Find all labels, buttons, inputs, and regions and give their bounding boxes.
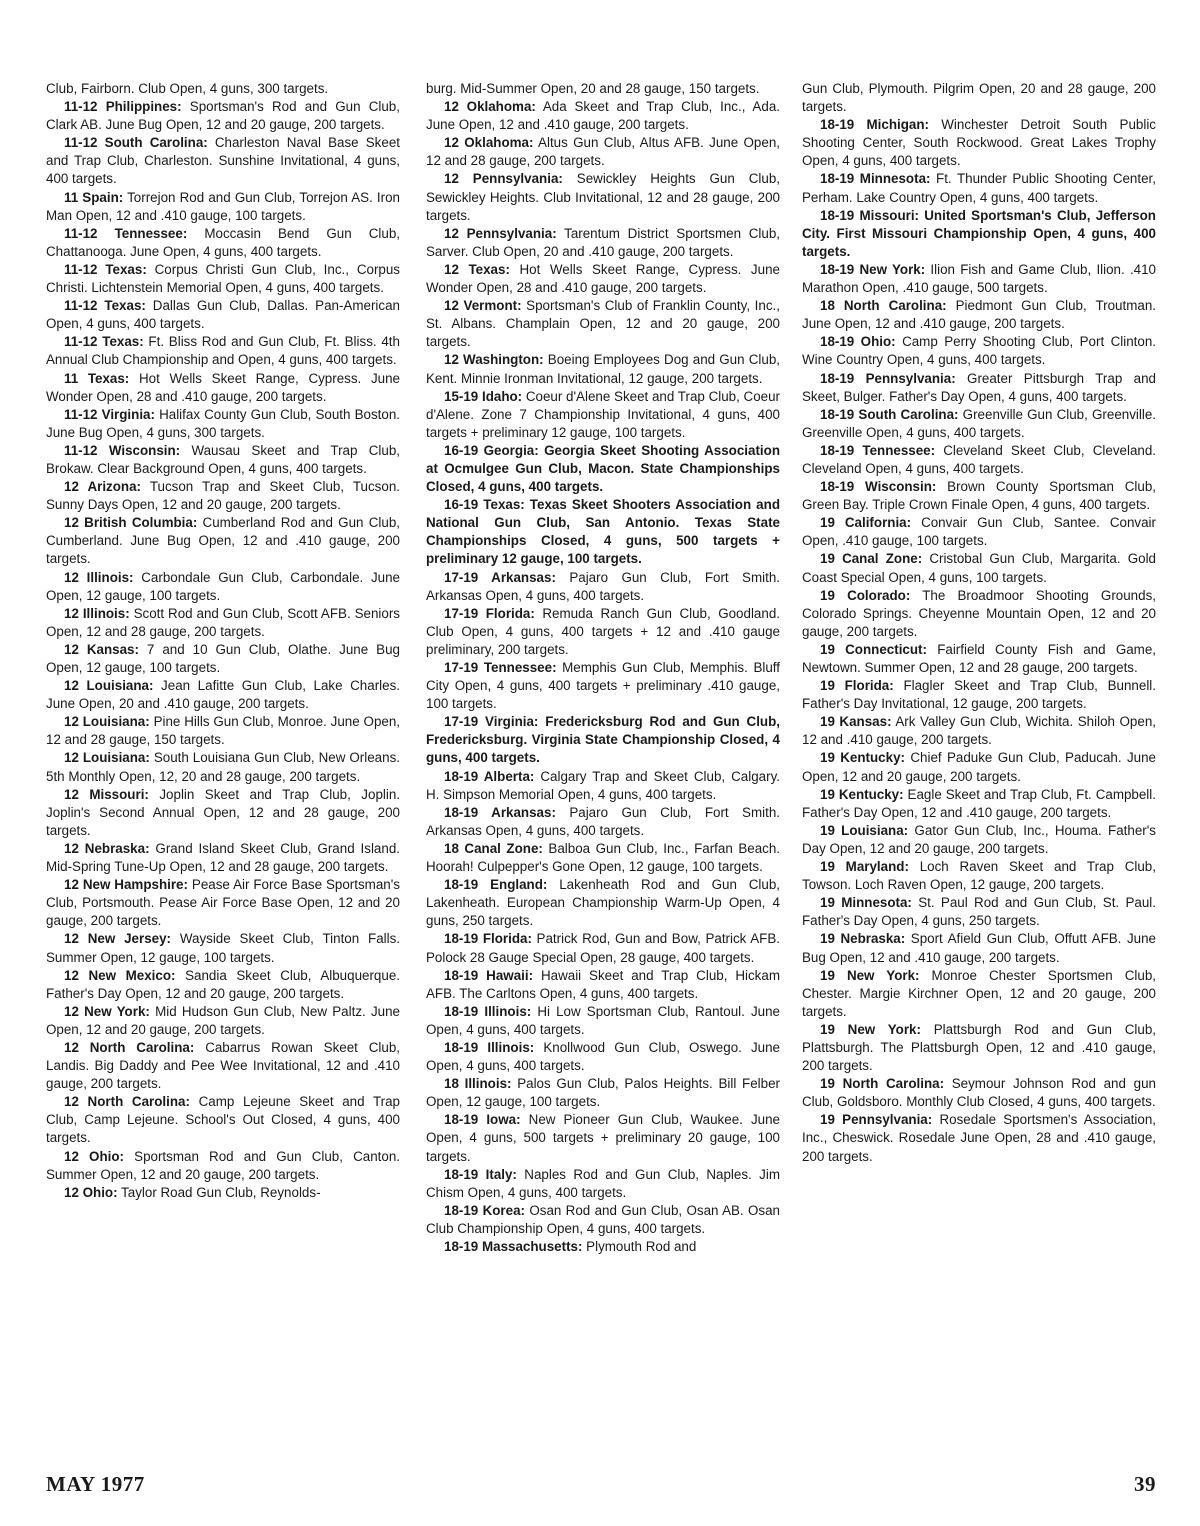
event-details: Rosedale Sportsmen's Association, Inc., Cheswick. Rosedale June Open, 28 and .410 gauge, 200 targets.: [802, 1112, 1156, 1164]
event-details: Chief Paduke Gun Club, Paducah. June Open, 12 and 20 gauge, 200 targets.: [802, 750, 1156, 784]
event-details: Corpus Christi Gun Club, Inc., Corpus Christi. Lichtenstein Memorial Open, 4 guns, 400 targets.: [46, 261, 400, 296]
event-listing: [426, 1003, 780, 1039]
event-date-location: 17-19 Arkansas:: [444, 569, 556, 585]
event-date-location: 17-19 Tennessee:: [444, 660, 557, 675]
event-listing: [802, 786, 1156, 822]
event-listing: [46, 930, 400, 966]
event-listing: [802, 116, 1156, 170]
event-date-location: 12 New Hampshire:: [64, 877, 188, 893]
event-date-location: 18-19 South Carolina:: [820, 406, 959, 422]
event-listing: [426, 1166, 780, 1202]
event-date-location: 16-19 Georgia:: [444, 442, 539, 458]
event-date-location: 12 Vermont:: [444, 298, 522, 314]
event-listing: [426, 930, 780, 966]
event-date-location: 11 Spain:: [64, 189, 124, 205]
event-listing: [46, 406, 400, 442]
event-details: 7 and 10 Gun Club, Olathe. June Bug Open, 12 gauge, 100 targets.: [46, 641, 400, 675]
event-listing: [426, 261, 780, 297]
event-listing: [46, 1003, 400, 1039]
event-listing: [802, 1021, 1156, 1075]
event-details: Boeing Employees Dog and Gun Club, Kent. Minnie Ironman Invitational, 12 gauge, 200 targets.: [426, 352, 780, 386]
event-listing: [426, 605, 780, 659]
event-details: Taylor Road Gun Club, Reynolds-: [117, 1184, 321, 1200]
event-listing: [46, 297, 400, 333]
event-details: Gun Club, Plymouth. Pilgrim Open, 20 and 28 gauge, 200 targets.: [802, 81, 1156, 115]
event-listing: [426, 351, 780, 387]
event-date-location: 18-19 Florida:: [444, 931, 532, 947]
event-listing: [802, 641, 1156, 677]
event-details: Cleveland Skeet Club, Cleveland. Cleveland Open, 4 guns, 400 targets.: [802, 442, 1157, 476]
event-details: Balboa Gun Club, Inc., Farfan Beach. Hoorah! Culpepper's Gone Open, 12 gauge, 100 targets.: [426, 840, 781, 875]
event-date-location: 18-19 Hawaii:: [444, 967, 534, 983]
event-details: Sportsman Rod and Gun Club, Canton. Summer Open, 12 and 20 gauge, 200 targets.: [46, 1148, 400, 1182]
event-listing: [426, 1238, 780, 1256]
event-listing: [802, 1111, 1156, 1165]
event-date-location: 19 North Carolina:: [820, 1076, 945, 1092]
event-date-location: 12 Washington:: [444, 352, 544, 368]
event-listing: [426, 80, 780, 98]
event-listing: [802, 514, 1156, 550]
event-date-location: 12 Pennsylvania:: [444, 171, 563, 187]
event-date-location: 12 New York:: [64, 1003, 150, 1019]
event-details: Hi Low Sportsman Club, Rantoul. June Open, 4 guns, 400 targets.: [426, 1003, 780, 1037]
event-date-location: 12 Pennsylvania:: [444, 225, 557, 241]
event-details: Piedmont Gun Club, Troutman. June Open, 12 and .410 gauge, 200 targets.: [802, 298, 1156, 332]
event-details: Fredericksburg Rod and Gun Club, Fredericksburg. Virginia State Championship Closed, 4 guns, 400 targets.: [426, 714, 781, 766]
event-details: The Broadmoor Shooting Grounds, Colorado Springs. Cheyenne Mountain Open, 12 and 20 gauge, 200 targets.: [802, 587, 1156, 639]
event-date-location: 17-19 Virginia:: [444, 714, 539, 730]
event-listing: [426, 804, 780, 840]
event-details: St. Paul Rod and Gun Club, St. Paul. Father's Day Open, 4 guns, 250 targets.: [802, 895, 1156, 929]
event-date-location: 19 Pennsylvania:: [820, 1112, 933, 1128]
event-listing: [426, 768, 780, 804]
event-details: Eagle Skeet and Trap Club, Ft. Campbell. Father's Day Open, 12 and .410 gauge, 200 targets.: [802, 786, 1156, 820]
event-details: South Louisiana Gun Club, New Orleans. 5th Monthly Open, 12, 20 and 28 gauge, 200 targets.: [46, 750, 400, 784]
event-details: Palos Gun Club, Palos Heights. Bill Felber Open, 12 gauge, 100 targets.: [426, 1076, 780, 1110]
event-listing: [46, 225, 400, 261]
event-listing: [46, 134, 400, 188]
event-date-location: 11-12 Philippines:: [64, 99, 182, 115]
event-date-location: 18-19 Illinois:: [444, 1039, 535, 1055]
event-details: Camp Lejeune Skeet and Trap Club, Camp Lejeune. School's Out Closed, 4 guns, 400 targets.: [46, 1094, 400, 1146]
event-listing: [46, 677, 400, 713]
event-listing: [46, 749, 400, 785]
event-details: Cristobal Gun Club, Margarita. Gold Coast Special Open, 4 guns, 100 targets.: [802, 551, 1156, 585]
event-date-location: 12 Texas:: [444, 261, 510, 277]
event-details: Calgary Trap and Skeet Club, Calgary. H. Simpson Memorial Open, 4 guns, 400 targets.: [426, 768, 781, 802]
event-listing: [802, 478, 1156, 514]
column-2: [426, 80, 780, 1256]
event-details: Dallas Gun Club, Dallas. Pan-American Open, 4 guns, 400 targets.: [46, 298, 400, 332]
event-listing: [802, 297, 1156, 333]
column-3: [802, 80, 1156, 1166]
event-listing: [802, 677, 1156, 713]
event-date-location: 19 Louisiana:: [820, 822, 909, 838]
event-date-location: 11-12 Virginia:: [64, 406, 155, 422]
event-date-location: 11-12 Tennessee:: [64, 225, 188, 241]
event-details: Grand Island Skeet Club, Grand Island. Mid-Spring Tune-Up Open, 12 and 28 gauge, 200 targets.: [46, 840, 400, 875]
event-details: Sewickley Heights Gun Club, Sewickley Heights. Club Invitational, 12 and 28 gauge, 200 targets.: [426, 171, 780, 223]
event-details: Sportsman's Club of Franklin County, Inc., St. Albans. Champlain Open, 12 and 20 gauge, 200 targets.: [426, 298, 780, 350]
event-details: Tarentum District Sportsmen Club, Sarver. Club Open, 20 and .410 gauge, 200 targets.: [426, 225, 780, 259]
event-listing: [46, 514, 400, 568]
event-date-location: 12 New Mexico:: [64, 967, 176, 983]
event-details: Ark Valley Gun Club, Wichita. Shiloh Open, 12 and .410 gauge, 200 targets.: [802, 714, 1156, 748]
event-date-location: 18-19 England:: [444, 877, 548, 893]
event-details: Jean Lafitte Gun Club, Lake Charles. June Open, 20 and .410 gauge, 200 targets.: [46, 678, 400, 712]
event-listing: [802, 207, 1156, 261]
event-date-location: 12 Louisiana:: [64, 714, 150, 730]
event-details: Sport Afield Gun Club, Offutt AFB. June Bug Open, 12 and .410 gauge, 200 targets.: [802, 931, 1156, 965]
event-date-location: 18-19 Illinois:: [444, 1003, 532, 1019]
event-listing: [426, 569, 780, 605]
event-listing: [426, 659, 780, 713]
event-details: Hot Wells Skeet Range, Cypress. June Wonder Open, 28 and .410 gauge, 200 targets.: [426, 261, 780, 296]
event-details: Pajaro Gun Club, Fort Smith. Arkansas Open, 4 guns, 400 targets.: [426, 569, 780, 603]
event-details: Flagler Skeet and Trap Club, Bunnell. Father's Day Invitational, 12 gauge, 200 targets.: [802, 678, 1156, 712]
event-listing: [46, 261, 400, 297]
event-listing: [426, 496, 780, 568]
event-date-location: 19 Kentucky:: [820, 786, 904, 802]
event-date-location: 19 Maryland:: [820, 859, 909, 875]
event-date-location: 11-12 South Carolina:: [64, 135, 208, 151]
event-listing: [426, 1202, 780, 1238]
event-listing: [426, 297, 780, 351]
event-date-location: 18 North Carolina:: [820, 298, 947, 314]
event-listing: [46, 713, 400, 749]
event-listing: [426, 840, 780, 876]
event-details: Ft. Thunder Public Shooting Center, Perham. Lake Country Open, 4 guns, 400 targets.: [802, 171, 1156, 205]
event-date-location: 16-19 Texas:: [444, 497, 525, 513]
event-details: Hawaii Skeet and Trap Club, Hickam AFB. The Carltons Open, 4 guns, 400 targets.: [426, 967, 780, 1001]
event-details: Carbondale Gun Club, Carbondale. June Open, 12 gauge, 100 targets.: [46, 569, 401, 603]
event-details: Wayside Skeet Club, Tinton Falls. Summer Open, 12 gauge, 100 targets.: [46, 931, 401, 965]
event-listing: [802, 370, 1156, 406]
event-details: Ilion Fish and Game Club, Ilion. .410 Marathon Open, .410 gauge, 500 targets.: [802, 261, 1157, 296]
event-details: Camp Perry Shooting Club, Port Clinton. Wine Country Open, 4 guns, 400 targets.: [802, 334, 1156, 368]
event-listing: [46, 876, 400, 930]
event-listing: [46, 333, 400, 369]
event-listing: [46, 1148, 400, 1184]
event-details: Altus Gun Club, Altus AFB. June Open, 12 and 28 gauge, 200 targets.: [426, 135, 780, 169]
event-date-location: 18-19 Tennessee:: [820, 442, 936, 458]
event-date-location: 11-12 Texas:: [64, 261, 147, 277]
event-date-location: 12 North Carolina:: [64, 1039, 195, 1055]
event-details: Patrick Rod, Gun and Bow, Patrick AFB. Polock 28 Gauge Special Open, 28 gauge, 400 targets.: [426, 931, 780, 965]
event-date-location: 12 New Jersey:: [64, 931, 172, 947]
event-details: Tucson Trap and Skeet Club, Tucson. Sunny Days Open, 12 and 20 gauge, 200 targets.: [46, 479, 400, 513]
event-listing: [802, 170, 1156, 206]
event-listing: [46, 967, 400, 1003]
event-date-location: 19 Nebraska:: [820, 931, 906, 947]
event-date-location: 12 Louisiana:: [64, 750, 150, 766]
event-date-location: 19 California:: [820, 515, 912, 531]
event-date-location: 18-19 Iowa:: [444, 1112, 521, 1128]
event-listing: [802, 1075, 1156, 1111]
event-details: Wausau Skeet and Trap Club, Brokaw. Clear Background Open, 4 guns, 400 targets.: [46, 442, 401, 476]
event-date-location: 18-19 Arkansas:: [444, 804, 556, 820]
event-details: Memphis Gun Club, Memphis. Bluff City Open, 4 guns, 400 targets + preliminary .410 gauge, 100 targets.: [426, 660, 780, 712]
event-details: Club, Fairborn. Club Open, 4 guns, 300 targets.: [46, 81, 329, 96]
event-details: Seymour Johnson Rod and gun Club, Goldsboro. Monthly Club Closed, 4 guns, 400 targets.: [802, 1076, 1156, 1110]
event-date-location: 12 Missouri:: [64, 786, 149, 802]
event-listing: [802, 930, 1156, 966]
event-details: Halifax County Gun Club, South Boston. June Bug Open, 4 guns, 300 targets.: [46, 406, 401, 440]
event-details: Lakenheath Rod and Gun Club, Lakenheath. European Championship Warm-Up Open, 4 guns, 250 targets.: [426, 877, 780, 929]
event-date-location: 12 Oklahoma:: [444, 99, 536, 115]
event-details: Knollwood Gun Club, Oswego. June Open, 4 guns, 400 targets.: [426, 1039, 781, 1074]
event-details: Fairfield County Fish and Game, Newtown. Summer Open, 12 and 28 gauge, 200 targets.: [802, 641, 1156, 675]
event-date-location: 12 Ohio:: [64, 1184, 118, 1200]
event-date-location: 12 Kansas:: [64, 641, 139, 657]
event-details: Texas Skeet Shooters Association and National Gun Club, San Antonio. Texas State Championships Closed, 4 guns, 500 targets + preliminary 12 gauge, 100 targets.: [426, 497, 780, 567]
event-date-location: 18-19 New York:: [820, 261, 926, 277]
event-listing: [426, 98, 780, 134]
event-details: Pine Hills Gun Club, Monroe. June Open, 12 and 28 gauge, 150 targets.: [46, 714, 401, 748]
event-listing: [426, 967, 780, 1003]
event-listing: [426, 225, 780, 261]
event-date-location: 18-19 Korea:: [444, 1202, 525, 1218]
event-details: Naples Rod and Gun Club, Naples. Jim Chism Open, 4 guns, 400 targets.: [426, 1166, 780, 1200]
event-listing: [46, 641, 400, 677]
event-date-location: 19 Canal Zone:: [820, 551, 923, 567]
event-listing: [46, 478, 400, 514]
event-details: Ada Skeet and Trap Club, Inc., Ada. June Open, 12 and .410 gauge, 200 targets.: [426, 99, 780, 133]
event-details: Osan Rod and Gun Club, Osan AB. Osan Club Championship Open, 4 guns, 400 targets.: [426, 1202, 780, 1236]
event-details: Pajaro Gun Club, Fort Smith. Arkansas Open, 4 guns, 400 targets.: [426, 804, 780, 838]
event-date-location: 18-19 Wisconsin:: [820, 479, 937, 495]
event-date-location: 18-19 Pennsylvania:: [820, 370, 956, 386]
event-details: Coeur d'Alene Skeet and Trap Club, Coeur d'Alene. Zone 7 Championship Invitational, 4 guns, 400 targets + preliminary 12 gauge, 100 targets.: [426, 388, 781, 440]
event-details: Cumberland Rod and Gun Club, Cumberland. June Bug Open, 12 and .410 gauge, 200 targets.: [46, 515, 400, 567]
event-listing: [46, 569, 400, 605]
event-listing: [802, 749, 1156, 785]
event-listing: [802, 822, 1156, 858]
event-listing: [46, 1039, 400, 1093]
event-details: Cabarrus Rowan Skeet Club, Landis. Big Daddy and Pee Wee Invitational, 12 and .410 gauge, 200 targets.: [46, 1039, 401, 1092]
event-date-location: 18-19 Massachusetts:: [444, 1239, 583, 1254]
event-listing: [426, 1039, 780, 1075]
event-listing: [426, 1075, 780, 1111]
event-date-location: 19 Colorado:: [820, 587, 911, 603]
event-details: Torrejon Rod and Gun Club, Torrejon AS. Iron Man Open, 12 and .410 gauge, 100 targets.: [46, 189, 400, 223]
event-date-location: 12 British Columbia:: [64, 515, 198, 531]
event-date-location: 18-19 Italy:: [444, 1166, 517, 1182]
event-details: New Pioneer Gun Club, Waukee. June Open, 4 guns, 500 targets + preliminary 20 gauge, 100 targets.: [426, 1112, 780, 1164]
column-1: [46, 80, 400, 1202]
event-date-location: 17-19 Florida:: [444, 605, 535, 621]
event-details: Gator Gun Club, Inc., Houma. Father's Day Open, 12 and 20 gauge, 200 targets.: [802, 822, 1157, 856]
event-details: Greenville Gun Club, Greenville. Greenville Open, 4 guns, 400 targets.: [802, 406, 1157, 440]
event-listing: [802, 713, 1156, 749]
page-number: 39: [1134, 1472, 1156, 1496]
event-listing: [426, 170, 780, 224]
event-details: Remuda Ranch Gun Club, Goodland. Club Open, 4 guns, 400 targets + 12 and .410 gauge preliminary, 200 targets.: [426, 605, 780, 657]
event-date-location: 12 Oklahoma:: [444, 135, 534, 151]
event-listing: [46, 786, 400, 840]
event-date-location: 18 Canal Zone:: [444, 840, 543, 856]
event-date-location: 18-19 Michigan:: [820, 117, 930, 133]
event-date-location: 12 Ohio:: [64, 1148, 124, 1164]
event-details: Ft. Bliss Rod and Gun Club, Ft. Bliss. 4th Annual Club Championship and Open, 4 guns, 400 targets.: [46, 334, 400, 368]
event-date-location: 19 Minnesota:: [820, 895, 912, 911]
event-details: Greater Pittsburgh Trap and Skeet, Bulger. Father's Day Open, 4 guns, 400 targets.: [802, 370, 1156, 404]
event-date-location: 12 Arizona:: [64, 479, 142, 495]
event-details: Pease Air Force Base Sportsman's Club, Portsmouth. Pease Air Force Base Open, 12 and 20 gauge, 200 targets.: [46, 877, 400, 929]
event-date-location: 18-19 Alberta:: [444, 768, 535, 784]
event-details: Hot Wells Skeet Range, Cypress. June Wonder Open, 28 and .410 gauge, 200 targets.: [46, 370, 400, 404]
event-date-location: 15-19 Idaho:: [444, 388, 523, 404]
event-date-location: 18-19 Minnesota:: [820, 171, 931, 187]
event-details: Sandia Skeet Club, Albuquerque. Father's Day Open, 12 and 20 gauge, 200 targets.: [46, 967, 400, 1001]
event-listing: [426, 876, 780, 930]
event-details: Convair Gun Club, Santee. Convair Open, .410 gauge, 100 targets.: [802, 515, 1156, 549]
event-date-location: 12 Illinois:: [64, 569, 134, 585]
event-date-location: 18-19 Missouri:: [820, 207, 920, 223]
event-date-location: 19 New York:: [820, 1021, 921, 1037]
event-listing: [426, 1111, 780, 1165]
event-listing: [802, 406, 1156, 442]
event-listing: [46, 1184, 400, 1202]
event-details: Winchester Detroit South Public Shooting Center, South Rockwood. Great Lakes Trophy Open, 4 guns, 400 targets.: [802, 117, 1156, 169]
event-listing: [802, 442, 1156, 478]
event-details: Monroe Chester Sportsmen Club, Chester. Margie Kirchner Open, 12 and 20 gauge, 200 targets.: [802, 967, 1156, 1019]
event-listing: [426, 713, 780, 767]
event-date-location: 11 Texas:: [64, 370, 130, 386]
event-date-location: 19 Connecticut:: [820, 641, 927, 657]
event-listing: [46, 80, 400, 98]
event-details: Mid Hudson Gun Club, New Paltz. June Open, 12 and 20 gauge, 200 targets.: [46, 1003, 400, 1037]
event-details: Moccasin Bend Gun Club, Chattanooga. June Open, 4 guns, 400 targets.: [46, 225, 400, 259]
event-listing: [426, 388, 780, 442]
event-listing: [46, 840, 400, 876]
event-listing: [802, 333, 1156, 369]
event-date-location: 12 Nebraska:: [64, 840, 150, 856]
event-date-location: 19 Kansas:: [820, 714, 892, 730]
event-date-location: 11-12 Wisconsin:: [64, 442, 181, 458]
event-details: Georgia Skeet Shooting Association at Ocmulgee Gun Club, Macon. State Championships Closed, 4 guns, 400 targets.: [426, 442, 781, 495]
event-date-location: 19 New York:: [820, 967, 920, 983]
event-listing: [426, 134, 780, 170]
event-listing: [46, 605, 400, 641]
event-date-location: 12 North Carolina:: [64, 1094, 190, 1110]
event-listing: [46, 189, 400, 225]
event-listing: [802, 894, 1156, 930]
event-date-location: 11-12 Texas:: [64, 298, 146, 314]
event-listing: [802, 80, 1156, 116]
event-listing: [46, 98, 400, 134]
event-details: burg. Mid-Summer Open, 20 and 28 gauge, 150 targets.: [426, 81, 760, 96]
event-date-location: 18-19 Ohio:: [820, 334, 896, 350]
event-listing: [802, 550, 1156, 586]
event-listing: [46, 1093, 400, 1147]
event-details: Sportsman's Rod and Gun Club, Clark AB. June Bug Open, 12 and 20 gauge, 200 targets.: [46, 99, 400, 133]
event-details: Plymouth Rod and: [582, 1239, 697, 1254]
event-details: Scott Rod and Gun Club, Scott AFB. Seniors Open, 12 and 28 gauge, 200 targets.: [46, 605, 400, 639]
event-details: United Sportsman's Club, Jefferson City. First Missouri Championship Open, 4 guns, 400 targets.: [802, 207, 1156, 259]
event-details: Brown County Sportsman Club, Green Bay. Triple Crown Finale Open, 4 guns, 400 targets.: [802, 479, 1156, 513]
event-listing: [426, 442, 780, 496]
event-listing: [802, 858, 1156, 894]
event-listing: [802, 261, 1156, 297]
event-details: Plattsburgh Rod and Gun Club, Plattsburgh. The Plattsburgh Open, 12 and .410 gauge, 200 targets.: [802, 1021, 1156, 1074]
event-date-location: 12 Illinois:: [64, 605, 130, 621]
event-listing: [802, 967, 1156, 1021]
event-date-location: 18 Illinois:: [444, 1076, 512, 1092]
event-listing: [46, 442, 400, 478]
event-date-location: 19 Florida:: [820, 678, 894, 694]
event-listing: [46, 370, 400, 406]
event-date-location: 12 Louisiana:: [64, 678, 154, 694]
event-details: Joplin Skeet and Trap Club, Joplin. Joplin's Second Annual Open, 12 and 28 gauge, 200 targets.: [46, 786, 401, 838]
footer-date: MAY 1977: [46, 1472, 145, 1496]
event-details: Loch Raven Skeet and Trap Club, Towson. Loch Raven Open, 12 gauge, 200 targets.: [802, 859, 1156, 893]
event-date-location: 19 Kentucky:: [820, 750, 905, 766]
event-listing: [802, 587, 1156, 641]
event-date-location: 11-12 Texas:: [64, 334, 144, 350]
event-details: Charleston Naval Base Skeet and Trap Club, Charleston. Sunshine Invitational, 4 guns, 400 targets.: [46, 135, 400, 187]
